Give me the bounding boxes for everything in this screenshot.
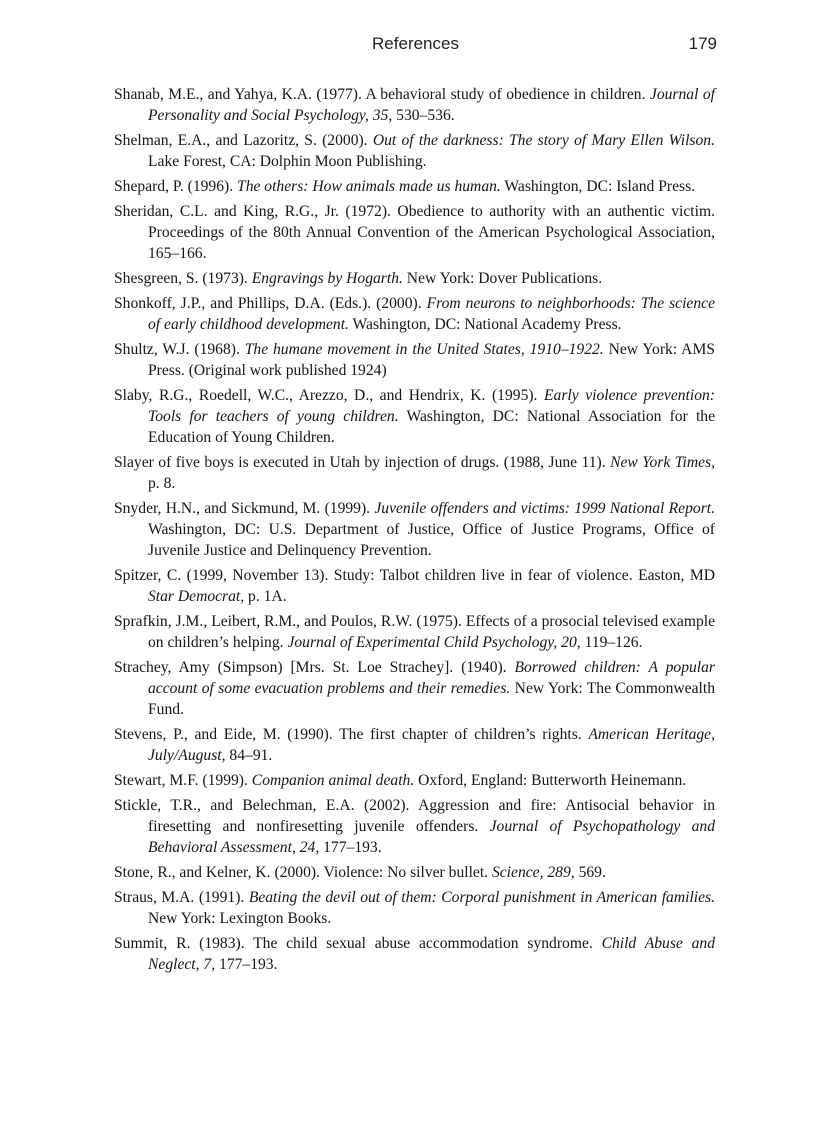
reference-italic-segment: Borrowed children: A popular account of some evacuation problems and their remedies. [148,659,715,697]
reference-italic-segment: Child Abuse and Neglect, 7, [148,935,715,973]
reference-text-segment: Shultz, W.J. (1968). [114,341,245,358]
reference-list [114,84,715,979]
reference-text-segment: Shesgreen, S. (1973). [114,270,252,287]
reference-italic-segment: Journal of Psychopathology and Behavioral Assessment, 24, [148,818,715,856]
reference-entry [114,498,715,561]
reference-text-segment: Washington, DC: National Academy Press. [348,316,622,333]
reference-text-segment: Oxford, England: Butterworth Heinemann. [414,772,687,789]
reference-italic-segment: Science, 289, [491,864,575,881]
reference-entry [114,339,715,381]
reference-entry [114,452,715,494]
reference-text-segment: p. 1A. [244,588,287,605]
reference-text-segment: Lake Forest, CA: Dolphin Moon Publishing. [148,153,427,170]
reference-entry [114,293,715,335]
reference-text-segment: Shanab, M.E., and Yahya, K.A. (1977). A behavioral study of obedience in children. [114,86,650,103]
reference-italic-segment: Juvenile offenders and victims: 1999 National Report. [374,500,715,517]
reference-italic-segment: Early violence prevention: Tools for teachers of young children. [148,387,715,425]
reference-italic-segment: Engravings by Hogarth. [251,270,403,287]
reference-italic-segment: American Heritage, July/August, [148,726,715,764]
reference-text-segment: Stickle, T.R., and Belechman, E.A. (2002). Aggression and fire: Antisocial behavior in firesetting and nonfiresetting juvenile offenders. [114,797,715,835]
reference-text-segment: Washington, DC: Island Press. [500,178,696,195]
reference-text-segment: 84–91. [225,747,273,764]
reference-italic-segment: Beating the devil out of them: Corporal punishment in American families. [248,889,716,906]
reference-italic-segment: Journal of Experimental Child Psychology, 20, [287,634,581,651]
reference-text-segment: Washington, DC: U.S. Department of Justice, Office of Justice Programs, Office of Juvenile Justice and Delinquency Prevention. [148,521,715,559]
reference-text-segment: Summit, R. (1983). The child sexual abuse accommodation syndrome. [114,935,602,952]
reference-text-segment: 177–193. [215,956,278,973]
reference-text-segment: Slaby, R.G., Roedell, W.C., Arezzo, D., and Hendrix, K. (1995). [114,387,544,404]
reference-text-segment: Spitzer, C. (1999, November 13). Study: Talbot children live in fear of violence. Easton, MD [114,567,715,584]
reference-entry [114,724,715,766]
reference-text-segment: Sprafkin, J.M., Leibert, R.M., and Poulos, R.W. (1975). Effects of a prosocial televised example on children’s helping. [114,613,715,651]
reference-text-segment: 530–536. [392,107,455,124]
page-number: 179 [688,34,717,53]
reference-text-segment: 569. [574,864,606,881]
reference-italic-segment: The others: How animals made us human. [237,178,501,195]
running-header [114,34,717,58]
reference-text-segment: Strachey, Amy (Simpson) [Mrs. St. Loe Strachey]. (1940). [114,659,515,676]
reference-text-segment: p. 8. [148,475,176,492]
reference-italic-segment: New York Times, [610,454,716,471]
reference-text-segment: Stone, R., and Kelner, K. (2000). Violence: No silver bullet. [114,864,492,881]
reference-entry [114,770,715,791]
reference-entry [114,201,715,264]
reference-entry [114,268,715,289]
reference-text-segment: Washington, DC: National Association for the Education of Young Children. [148,408,716,446]
reference-entry [114,84,715,126]
reference-entry [114,795,715,858]
reference-entry [114,385,715,448]
reference-text-segment: Sheridan, C.L. and King, R.G., Jr. (1972). Obedience to authority with an authentic victim. Proceedings of the 80th Annual Convention of the American Psychological Association, 165–166. [114,203,715,262]
reference-text-segment: New York: Lexington Books. [148,910,332,927]
reference-text-segment: 119–126. [580,634,643,651]
reference-italic-segment: From neurons to neighborhoods: The science of early childhood development. [148,295,715,333]
reference-entry [114,933,715,975]
reference-entry [114,887,715,929]
reference-entry [114,657,715,720]
reference-text-segment: Shonkoff, J.P., and Phillips, D.A. (Eds.). (2000). [114,295,427,312]
reference-italic-segment: The humane movement in the United States, 1910–1922. [244,341,604,358]
reference-entry [114,862,715,883]
reference-text-segment: Stevens, P., and Eide, M. (1990). The first chapter of children’s rights. [114,726,589,743]
reference-entry [114,611,715,653]
reference-italic-segment: Out of the darkness: The story of Mary Ellen Wilson. [372,132,715,149]
reference-text-segment: Snyder, H.N., and Sickmund, M. (1999). [114,500,375,517]
reference-text-segment: Shelman, E.A., and Lazoritz, S. (2000). [114,132,373,149]
reference-text-segment: Shepard, P. (1996). [114,178,238,195]
reference-italic-segment: Companion animal death. [251,772,415,789]
reference-text-segment: 177–193. [319,839,382,856]
reference-italic-segment: Journal of Personality and Social Psychology, 35, [148,86,715,124]
reference-text-segment: New York: AMS Press. (Original work published 1924) [148,341,715,379]
reference-entry [114,176,715,197]
running-title: References [372,34,459,53]
reference-text-segment: Straus, M.A. (1991). [114,889,249,906]
reference-entry [114,565,715,607]
reference-text-segment: New York: Dover Publications. [402,270,603,287]
reference-entry [114,130,715,172]
reference-text-segment: Slayer of five boys is executed in Utah by injection of drugs. (1988, June 11). [114,454,611,471]
reference-text-segment: New York: The Commonwealth Fund. [148,680,715,718]
reference-italic-segment: Star Democrat, [148,588,245,605]
reference-text-segment: Stewart, M.F. (1999). [114,772,252,789]
